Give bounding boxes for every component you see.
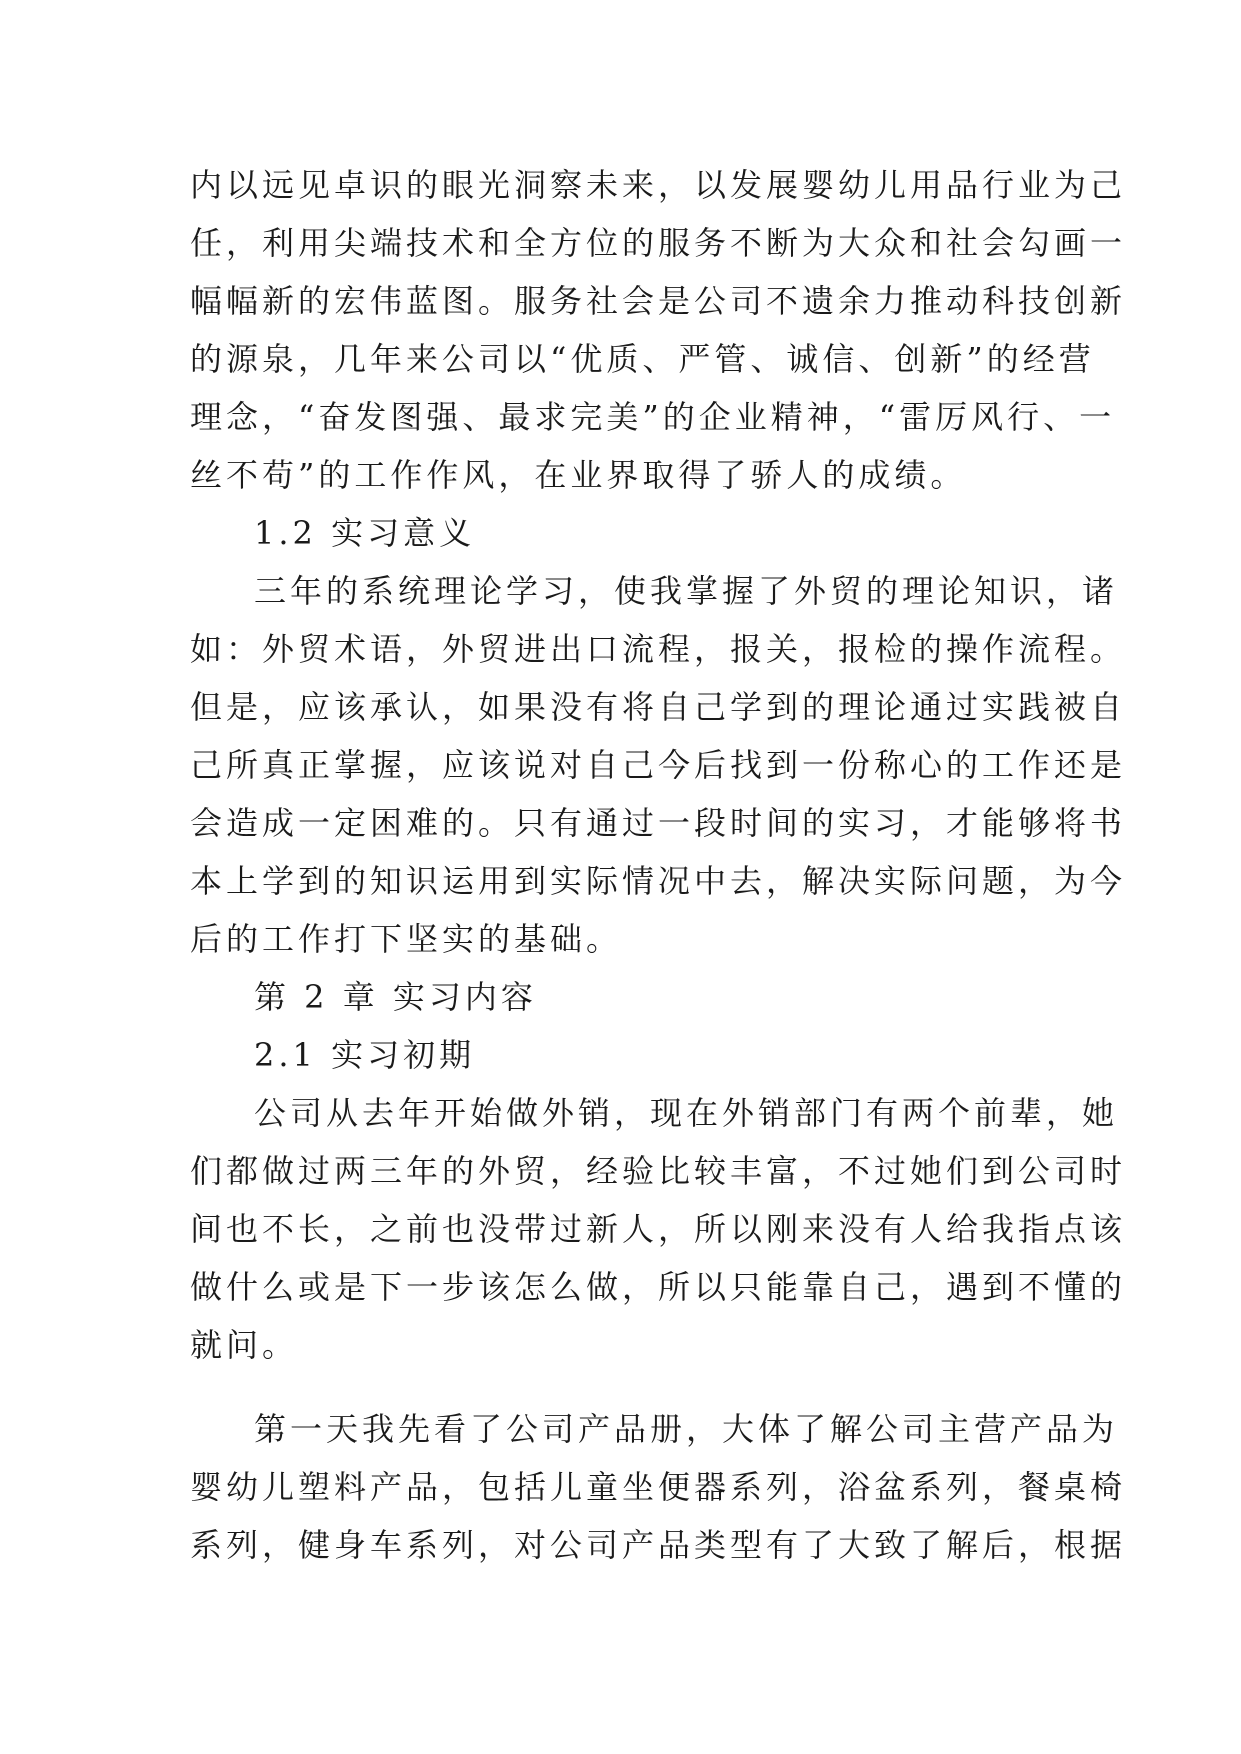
text-line: 第一天我先看了公司产品册，大体了解公司主营产品为 — [254, 1410, 1119, 1448]
paragraph-gap — [190, 1374, 1058, 1400]
text-line: 婴幼儿塑料产品，包括儿童坐便器系列，浴盆系列，餐桌椅 — [190, 1468, 1127, 1506]
text-line: 后的工作打下坚实的基础。 — [190, 920, 623, 958]
text-line: 的源泉，几年来公司以“优质、严管、诚信、创新”的经营 — [190, 340, 1095, 378]
section-heading: 2.1 实习初期 — [254, 1036, 476, 1074]
text-line: 丝不苟”的工作作风，在业界取得了骄人的成绩。 — [190, 456, 967, 494]
text-line: 们都做过两三年的外贸，经验比较丰富，不过她们到公司时 — [190, 1152, 1127, 1190]
chapter-heading: 第 2 章 实习内容 — [254, 978, 537, 1016]
text-line: 做什么或是下一步该怎么做，所以只能靠自己，遇到不懂的 — [190, 1268, 1127, 1306]
text-line: 己所真正掌握，应该说对自己今后找到一份称心的工作还是 — [190, 746, 1127, 784]
document-body — [190, 156, 1127, 1574]
text-line: 公司从去年开始做外销，现在外销部门有两个前辈，她 — [254, 1094, 1119, 1132]
text-line: 理念，“奋发图强、最求完美”的企业精神，“雷厉风行、一 — [190, 398, 1116, 436]
text-line: 本上学到的知识运用到实际情况中去，解决实际问题，为今 — [190, 862, 1127, 900]
text-line: 任，利用尖端技术和全方位的服务不断为大众和社会勾画一 — [190, 224, 1127, 262]
text-line: 但是，应该承认，如果没有将自己学到的理论通过实践被自 — [190, 688, 1127, 726]
text-line: 间也不长，之前也没带过新人，所以刚来没有人给我指点该 — [190, 1210, 1127, 1248]
text-line: 内以远见卓识的眼光洞察未来，以发展婴幼儿用品行业为己 — [190, 166, 1127, 204]
text-line: 三年的系统理论学习，使我掌握了外贸的理论知识，诸 — [254, 572, 1119, 610]
section-heading: 1.2 实习意义 — [254, 514, 476, 552]
text-line: 如：外贸术语，外贸进出口流程，报关，报检的操作流程。 — [190, 630, 1127, 668]
text-line: 系列，健身车系列，对公司产品类型有了大致了解后，根据 — [190, 1526, 1127, 1564]
text-line: 就问。 — [190, 1326, 299, 1364]
text-line: 会造成一定困难的。只有通过一段时间的实习，才能够将书 — [190, 804, 1127, 842]
text-line: 幅幅新的宏伟蓝图。服务社会是公司不遗余力推动科技创新 — [190, 282, 1127, 320]
